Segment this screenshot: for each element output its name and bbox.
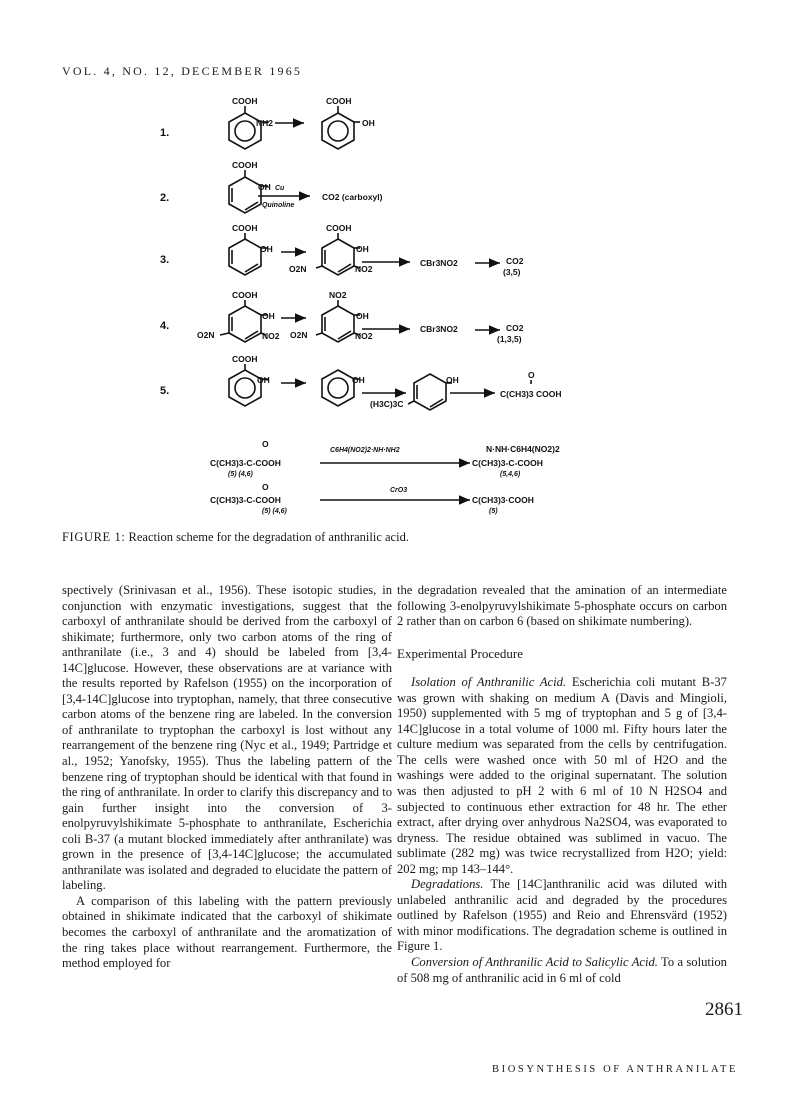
paragraph-title: Degradations. — [411, 877, 484, 892]
chem-label: COOH — [536, 389, 562, 399]
reagent-label: Quinoline — [262, 202, 295, 209]
chem-label: OH — [356, 244, 369, 254]
chem-label: C(CH3)3-C-COOH — [210, 495, 281, 505]
position-label: (5) (4,6) — [228, 471, 253, 478]
caption-label: FIGURE 1: — [62, 530, 126, 544]
chem-label: COOH — [232, 160, 258, 170]
position-label: (5) — [489, 508, 498, 515]
chem-label: COOH — [326, 96, 352, 106]
paragraph — [397, 955, 727, 986]
paragraph-text: Escherichia coli mutant B-37 was grown with shaking on medium A (Davis and Mingioli, 1950) supplemented with 5 mg of tryptophan and 5 g of [3,4-14C]glucose in a total volume of 1000 ml. Fifty hours later the culture medium was separated from the cells by centrifugation. The cells were washed once with 50 ml of H2O and the washings were added to the original supernatant. The solution was then adjusted to pH 2 with 6 ml of 10 N H2SO4 and subjected to continuous ether extraction for 48 hr. The ether extract, after drying over anhydrous Na2SO4, was evaporated to dryness. The residue obtained was sublimed in vacuo. The sublimate (282 mg) was twice recrystallized from H2O; yield: 202 mg; mp 143–144°. — [397, 675, 727, 876]
page-number: 2861 — [705, 999, 743, 1020]
chem-label: O2N — [197, 330, 215, 340]
chem-label: C(CH3)3-C-COOH — [210, 458, 281, 468]
step-number: 2. — [160, 192, 170, 204]
chem-label: NO2 — [355, 331, 373, 341]
chem-label: COOH — [232, 223, 258, 233]
chem-label: C(CH3)3-C-COOH — [472, 458, 543, 468]
reaction-scheme-svg — [0, 0, 805, 530]
position-label: (3,5) — [503, 267, 521, 277]
chem-label: OH — [446, 375, 459, 385]
product-label: CO2 (carboxyl) — [322, 192, 383, 202]
left-column — [62, 583, 392, 972]
position-label: (1,3,5) — [497, 334, 522, 344]
chem-label: NO2 — [262, 331, 280, 341]
running-footer: BIOSYNTHESIS OF ANTHRANILATE — [492, 1064, 739, 1075]
step-number: 3. — [160, 254, 170, 266]
chem-label: CBr3NO2 — [420, 258, 458, 268]
carbonyl-o: O — [528, 370, 535, 380]
chem-label: OH — [257, 375, 270, 385]
step-number: 5. — [160, 385, 170, 397]
chem-label: NO2 — [355, 264, 373, 274]
chem-label: OH — [362, 118, 375, 128]
paragraph-text: To a solution of 508 mg of anthranilic acid in 6 ml of cold — [397, 955, 727, 985]
chem-label: OH — [262, 311, 275, 321]
paragraph-title: Conversion of Anthranilic Acid to Salicylic Acid. — [411, 955, 658, 970]
chem-label: COOH — [232, 290, 258, 300]
step-number: 4. — [160, 320, 170, 332]
chem-label: OH — [356, 311, 369, 321]
chem-label: COOH — [326, 223, 352, 233]
figure-caption — [62, 530, 742, 545]
running-head: VOL. 4, NO. 12, DECEMBER 1965 — [62, 64, 303, 78]
chem-label: CO2 — [506, 323, 524, 333]
chem-label: C(CH3)3·COOH — [472, 495, 534, 505]
carbonyl-o: O — [262, 482, 269, 492]
chem-label: OH — [258, 182, 271, 192]
chem-label: OH — [260, 244, 273, 254]
reagent-label: C6H4(NO2)2·NH·NH2 — [330, 447, 400, 454]
paragraph-text: The [14C]anthranilic acid was diluted with unlabeled anthranilic acid and degraded by the procedures outlined by Rafelson (1955) and Reio and Ehrensvärd (1952) with minor modifications. The degradation scheme is outlined in Figure 1. — [397, 877, 727, 954]
paragraph — [397, 877, 727, 955]
right-column — [397, 583, 727, 986]
reagent-label: CrO3 — [390, 487, 408, 494]
chem-label: C(CH3)3 — [500, 389, 534, 399]
paragraph — [397, 675, 727, 877]
chem-label: (H3C)3C — [370, 399, 404, 409]
chem-label: O2N — [289, 264, 307, 274]
chem-label: OH — [352, 375, 365, 385]
step-number: 1. — [160, 127, 170, 139]
chem-label: CBr3NO2 — [420, 324, 458, 334]
position-label: (5) (4,6) — [262, 508, 287, 515]
chem-label: COOH — [232, 354, 258, 364]
carbonyl-o: O — [262, 439, 269, 449]
chem-label: CO2 — [506, 256, 524, 266]
paragraph: the degradation revealed that the amination of an intermediate following 3-enolpyruvylshikimate 5-phosphate occurs on carbon 2 rather than on carbon 6 (based on shikimate numbering). — [397, 583, 727, 629]
paragraph: spectively (Srinivasan et al., 1956). These isotopic studies, in conjunction with enzymatic investigations, suggest that the carboxyl of anthranilate should be derived from the carboxyl of shikimate; furthermore, only two carbon atoms of the ring of anthranilate (i.e., 3 and 4) should be labeled from [3,4-14C]glucose. However, these observations are at variance with the results reported by Rafelson (1955) on the incorporation of [3,4-14C]glucose into tryptophan, namely, that three consecutive carbon atoms of the benzene ring are labeled. In the conversion of anthranilate to tryptophan the carboxyl is lost without any rearrangement of the benzene ring (Nyc et al., 1949; Partridge et al., 1952; Yanofsky, 1955). Thus the labeling pattern of the benzene ring of tryptophan should be identical with that found in the ring of anthranilate. In order to clarify this discrepancy and to gain further insight into the conversion of 3-enolpyruvylshikimate 5-phosphate to anthranilate, Escherichia coli B-37 (a mutant blocked immediately after anthranilate) was grown in the presence of [3,4-14C]glucose; the accumulated anthranilate was isolated and degraded to elucidate the pattern of labeling. — [62, 583, 392, 893]
chem-label: COOH — [232, 96, 258, 106]
chem-label: N·NH·C6H4(NO2)2 — [486, 444, 560, 454]
chem-label: NH2 — [256, 118, 274, 128]
chem-label: NO2 — [329, 290, 347, 300]
reagent-label: Cu — [275, 185, 285, 192]
chem-label: O2N — [290, 330, 308, 340]
paragraph-title: Isolation of Anthranilic Acid. — [411, 675, 567, 690]
paragraph: A comparison of this labeling with the pattern previously obtained in shikimate indicated that the carboxyl of shikimate becomes the carboxyl of anthranilate and the aromatization of the ring takes place without rearrangement. Furthermore, the method employed for — [62, 893, 392, 971]
section-heading: Experimental Procedure — [397, 645, 523, 661]
position-label: (5,4,6) — [500, 471, 521, 478]
caption-text: Reaction scheme for the degradation of anthranilic acid. — [125, 530, 409, 544]
